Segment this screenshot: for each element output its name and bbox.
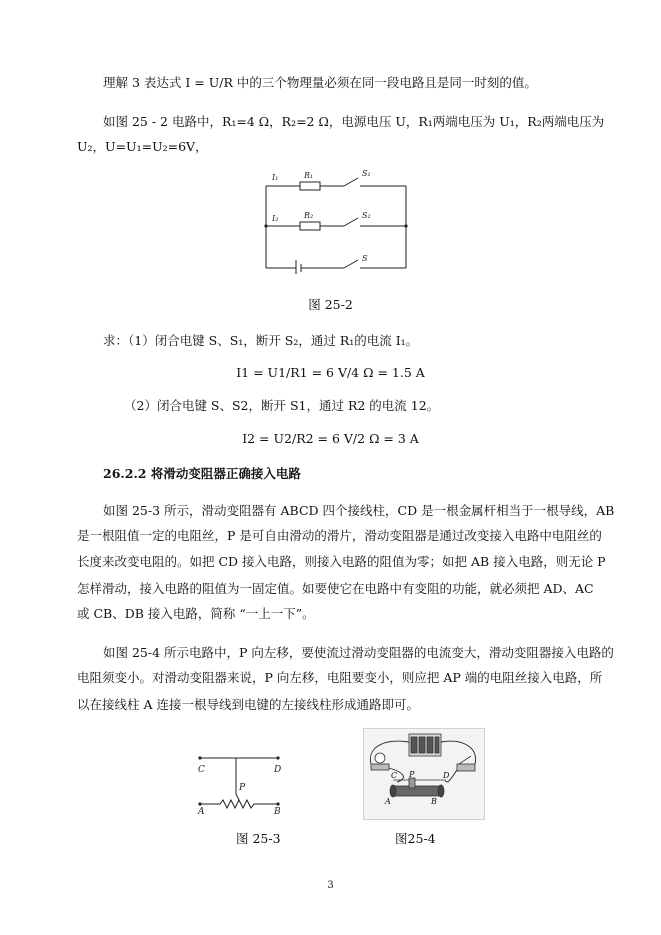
- paragraph-line: 是一根阻值一定的电阻丝，P 是可自由滑动的滑片，滑动变阻器是通过改变接入电路中电阻丝的: [77, 528, 602, 543]
- label-p: P: [409, 770, 415, 779]
- circuit-diagram-25-2: [262, 166, 410, 274]
- label-d: D: [443, 771, 450, 780]
- label-i2: I₂: [272, 214, 279, 223]
- label-c: C: [391, 771, 398, 780]
- paragraph-line: 电阻须变小。对滑动变阻器来说，P 向左移，电阻要变小，则应把 AP 端的电阻丝接入电路，所: [77, 670, 603, 685]
- figure-caption: 图 25-3: [236, 831, 281, 846]
- paragraph-line: 如图 25 - 2 电路中，R₁=4 Ω，R₂=2 Ω，电源电压 U，R₁两端电压为 U₁，R₂两端电压为: [103, 114, 605, 129]
- page-number: 3: [327, 880, 334, 891]
- label-s2: S₂: [362, 211, 371, 220]
- paragraph-line: （2）闭合电键 S、S2，断开 S1，通过 R2 的电流 12。: [124, 398, 440, 413]
- circuit-photo-illustration: [363, 728, 485, 820]
- paragraph-line: 或 CB、DB 接入电路，简称 “一上一下”。: [77, 606, 315, 621]
- paragraph-line: 理解 3 表达式 I = U/R 中的三个物理量必须在同一段电路且是同一时刻的值。: [103, 75, 537, 90]
- paragraph-line: 求：（1）闭合电键 S、S₁，断开 S₂，通过 R₁的电流 I₁。: [103, 333, 419, 348]
- equation: I2 = U2/R2 = 6 V/2 Ω = 3 A: [242, 431, 419, 446]
- rheostat-diagram: [186, 750, 296, 815]
- label-s: S: [362, 254, 368, 263]
- label-r1: R₁: [304, 171, 314, 180]
- label-a: A: [385, 797, 391, 806]
- label-b: B: [274, 807, 281, 815]
- figure-25-4: [363, 728, 485, 820]
- figure-caption: 图25-4: [395, 831, 436, 846]
- label-c: C: [198, 765, 205, 775]
- paragraph-line: U₂，U=U₁=U₂=6V，: [77, 139, 208, 154]
- section-heading: 26.2.2 将滑动变阻器正确接入电路: [103, 466, 301, 481]
- label-d: D: [274, 765, 282, 775]
- label-p: P: [239, 783, 246, 793]
- paragraph-line: 以在接线柱 A 连接一根导线到电键的左接线柱形成通路即可。: [77, 697, 419, 712]
- figure-25-3: [186, 750, 296, 815]
- paragraph-line: 怎样滑动，接入电路的阻值为一固定值。如要使它在电路中有变阻的功能，就必须把 AD、AC: [77, 581, 594, 596]
- paragraph-line: 如图 25-4 所示电路中，P 向左移，要使流过滑动变阻器的电流变大，滑动变阻器接入电路的: [103, 645, 614, 660]
- label-s1: S₁: [362, 169, 371, 178]
- figure-caption: 图 25-2: [308, 297, 353, 312]
- label-b: B: [431, 797, 437, 806]
- label-r2: R₂: [304, 211, 314, 220]
- label-i1: I₁: [272, 173, 279, 182]
- label-a: A: [198, 807, 205, 815]
- paragraph-line: 如图 25-3 所示，滑动变阻器有 ABCD 四个接线柱，CD 是一根金属杆相当于一根导线，AB: [103, 503, 615, 518]
- equation: I1 = U1/R1 = 6 V/4 Ω = 1.5 A: [236, 365, 425, 380]
- figure-25-2: [262, 166, 410, 274]
- paragraph-line: 长度来改变电阻的。如把 CD 接入电路，则接入电路的阻值为零；如把 AB 接入电路，则无论 P: [77, 554, 606, 569]
